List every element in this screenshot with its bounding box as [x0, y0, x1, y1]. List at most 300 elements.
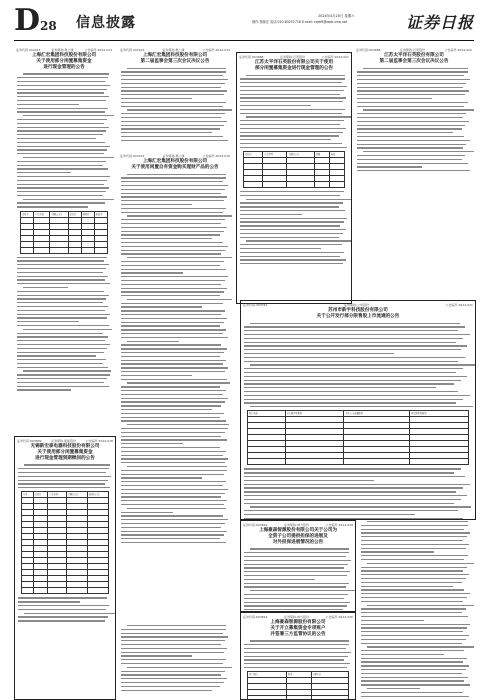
text-line	[121, 185, 228, 186]
text-line	[244, 399, 463, 400]
article-title-line: 上海汇宏集团科技股份有限公司	[142, 159, 208, 164]
text-line	[244, 361, 458, 362]
text-line	[121, 512, 173, 513]
text-line	[121, 356, 220, 357]
text-line	[127, 257, 232, 258]
article-no: 公告编号:2024-018	[85, 439, 113, 443]
text-line	[240, 86, 347, 87]
text-line	[121, 113, 225, 114]
text-line	[240, 229, 346, 230]
article-abbr: 证券简称:豪能股份	[50, 439, 76, 443]
text-line	[121, 655, 192, 656]
text-line	[121, 272, 183, 273]
article-code-line	[243, 303, 473, 307]
text-line	[17, 306, 108, 307]
text-line	[121, 265, 220, 266]
table-row	[248, 459, 469, 465]
text-line	[361, 559, 464, 560]
text-line	[244, 476, 465, 477]
table-cell	[50, 247, 68, 253]
article-no: 公告编号:2024-030	[325, 615, 353, 619]
text-line	[244, 353, 394, 354]
text-line	[17, 187, 109, 188]
text-line	[121, 193, 221, 194]
article-title	[118, 53, 232, 65]
text-line	[367, 521, 468, 522]
text-line	[357, 121, 469, 122]
text-line	[357, 132, 453, 133]
text-line	[17, 378, 107, 379]
text-line	[17, 108, 108, 109]
text-line	[17, 89, 107, 90]
article-title	[118, 159, 232, 171]
text-line	[18, 609, 106, 610]
text-line	[121, 663, 223, 664]
table-cell	[248, 696, 287, 700]
text-line	[18, 597, 107, 598]
text-line	[121, 121, 227, 122]
section-title: 信息披露	[76, 15, 136, 31]
text-line	[18, 616, 108, 617]
text-line	[121, 432, 225, 433]
text-line	[121, 71, 226, 72]
text-line	[121, 644, 221, 645]
text-line	[244, 556, 346, 557]
text-line	[240, 221, 344, 222]
text-line	[121, 401, 225, 402]
text-line	[18, 601, 80, 602]
text-line	[357, 147, 463, 148]
text-line	[121, 288, 227, 289]
text-line	[17, 386, 109, 387]
text-line	[240, 128, 346, 129]
table-header-cell: 起息日	[68, 211, 81, 217]
text-line	[17, 77, 108, 78]
text-line	[361, 673, 462, 674]
text-line	[121, 208, 226, 209]
text-line	[357, 106, 464, 107]
text-line	[246, 240, 351, 241]
text-line	[121, 227, 227, 228]
text-line	[17, 355, 96, 356]
text-line	[240, 101, 343, 102]
text-line	[121, 659, 226, 660]
text-line	[121, 90, 227, 91]
issue-date: 2024年4月20日 星期六	[318, 14, 355, 18]
text-line	[121, 204, 192, 205]
article-title-line: 进行现金管理到期赎回的公告	[35, 455, 95, 461]
article-block	[118, 624, 232, 698]
table-header-cell: 到期日	[81, 211, 94, 217]
text-line	[244, 338, 463, 339]
text-line	[121, 329, 226, 330]
article-code-line	[120, 48, 230, 52]
text-line	[244, 368, 463, 369]
text-line	[121, 333, 223, 334]
text-line	[17, 340, 105, 341]
text-line	[244, 656, 348, 657]
text-line	[121, 212, 223, 213]
text-line	[17, 119, 107, 120]
article-no: 公告编号:2024-016	[202, 154, 230, 158]
article-abbr: 证券简称:奥士康	[162, 48, 185, 52]
text-line	[361, 620, 424, 621]
text-line	[240, 244, 342, 245]
text-line	[121, 348, 227, 349]
text-line	[361, 567, 467, 568]
text-line	[361, 643, 462, 644]
article-title	[241, 308, 475, 320]
text-line	[127, 625, 226, 626]
text-line	[17, 317, 107, 318]
text-line	[17, 180, 107, 181]
text-line	[121, 284, 221, 285]
text-line	[361, 532, 470, 533]
text-line	[17, 374, 110, 375]
text-line	[244, 380, 461, 381]
text-line	[121, 314, 221, 315]
text-line	[361, 616, 468, 617]
text-line	[121, 420, 226, 421]
table-cell	[48, 588, 66, 594]
text-line	[17, 153, 104, 154]
text-line	[357, 155, 465, 156]
text-line	[121, 94, 224, 95]
text-line	[361, 544, 469, 545]
text-line	[121, 443, 183, 444]
text-line	[361, 631, 463, 632]
text-line	[17, 291, 104, 292]
text-line	[244, 552, 349, 553]
text-line	[121, 455, 223, 456]
masthead-rule	[14, 40, 474, 41]
text-line	[361, 570, 463, 571]
text-line	[17, 176, 110, 177]
table-cell	[244, 182, 263, 188]
text-line	[357, 125, 465, 126]
text-line	[361, 692, 463, 693]
text-line	[127, 174, 226, 175]
newspaper-logo: 证券日报	[406, 13, 475, 32]
text-line	[121, 87, 221, 88]
table-cell	[68, 247, 81, 253]
text-line	[244, 571, 350, 572]
text-line	[121, 636, 228, 637]
article-title-line: 关于公开发行部分限售股上市流通的公告	[316, 313, 400, 319]
text-line	[357, 102, 468, 103]
text-line	[240, 259, 346, 260]
data-table	[20, 211, 108, 254]
article-title-line: 部分闲置募集资金进行现金管理的公告	[254, 65, 334, 71]
article-code-line	[239, 55, 349, 59]
text-line	[361, 696, 469, 697]
article-abbr: 证券简称:立华股份	[343, 303, 369, 307]
text-line	[17, 333, 103, 334]
article-body-text	[118, 624, 232, 694]
table-cell	[34, 247, 50, 253]
table-header-cell: 序号	[22, 492, 34, 498]
article-body-text	[241, 639, 355, 700]
text-line	[17, 85, 110, 86]
text-line	[244, 499, 461, 500]
text-line	[244, 326, 465, 327]
text-line	[361, 661, 463, 662]
text-line	[18, 476, 111, 477]
text-line	[17, 279, 105, 280]
text-line	[121, 474, 224, 475]
text-line	[17, 272, 103, 273]
text-line	[361, 665, 469, 666]
text-line	[361, 589, 464, 590]
text-line	[244, 648, 346, 649]
text-line	[361, 680, 464, 681]
text-line	[361, 540, 463, 541]
text-line	[17, 134, 103, 135]
text-line	[121, 496, 221, 497]
text-line	[17, 111, 105, 112]
article-body-text	[354, 67, 474, 175]
table-header-cell: 受托方	[244, 152, 263, 158]
text-line	[121, 246, 228, 247]
article-title-line: 对外担保进展情况的公告	[272, 539, 324, 545]
table-header-cell: 收益(万元)	[87, 492, 108, 498]
table-row	[248, 696, 349, 700]
text-line	[361, 525, 468, 526]
table-header-cell: 持有限售股数量	[285, 411, 344, 417]
text-line	[17, 264, 109, 265]
text-line	[127, 299, 232, 300]
text-line	[121, 462, 225, 463]
text-line	[24, 464, 110, 465]
text-line	[361, 654, 444, 655]
text-line	[121, 379, 227, 380]
text-line	[361, 684, 470, 685]
table-cell	[81, 247, 94, 253]
text-line	[240, 97, 346, 98]
text-line	[244, 659, 344, 660]
text-line	[240, 132, 343, 133]
article-code: 证券代码:603688	[239, 55, 264, 59]
text-line	[121, 253, 221, 254]
text-line	[121, 447, 220, 448]
article-title-line: 上海豪森智源股份有限公司	[270, 620, 326, 625]
text-line	[244, 472, 454, 473]
text-line	[357, 75, 464, 76]
text-line	[121, 500, 227, 501]
table-cell	[263, 182, 287, 188]
text-line	[363, 109, 474, 110]
text-line	[121, 405, 221, 406]
text-line	[121, 531, 227, 532]
text-line	[240, 225, 340, 226]
table-cell	[21, 247, 34, 253]
table-header-cell: 金额(万元)	[50, 211, 68, 217]
text-line	[17, 81, 105, 82]
table-header-cell: 产品名称	[48, 492, 66, 498]
article-title-line: 关于使用部分闲置募集资金	[37, 449, 93, 455]
text-line	[121, 690, 212, 691]
table-header-cell: 产品类型	[263, 152, 287, 158]
article-block	[14, 46, 114, 432]
article-title	[237, 60, 351, 72]
text-line	[244, 560, 351, 561]
text-line	[18, 487, 110, 488]
text-line	[240, 124, 340, 125]
text-line	[121, 231, 224, 232]
text-line	[17, 314, 110, 315]
text-line	[244, 484, 470, 485]
text-line	[121, 140, 228, 141]
text-line	[240, 195, 340, 196]
article-title	[241, 620, 355, 637]
text-line	[121, 485, 223, 486]
text-line	[240, 109, 345, 110]
text-line	[361, 650, 464, 651]
text-line	[121, 242, 223, 243]
article-title-line: 关于开立募集资金专项账户	[270, 625, 326, 631]
text-line	[17, 257, 107, 258]
text-line	[17, 295, 109, 296]
article-title-line: 苏州市新宇科技股份有限公司	[328, 308, 388, 313]
text-line	[240, 105, 311, 106]
text-line	[121, 234, 220, 235]
table-cell	[314, 182, 329, 188]
text-line	[244, 564, 348, 565]
article-code: 证券代码:603688	[356, 48, 381, 52]
text-line	[17, 336, 108, 337]
text-line	[240, 248, 321, 249]
text-line	[357, 136, 464, 137]
table-header-cell: 账号	[287, 672, 311, 678]
text-line	[240, 210, 345, 211]
text-line	[121, 542, 226, 543]
text-line	[127, 667, 232, 668]
table-header-cell: 受托方	[21, 211, 34, 217]
article-title	[354, 53, 474, 65]
text-line	[244, 510, 458, 511]
text-line	[18, 480, 108, 481]
article-no: 公告编号:2024-031	[445, 303, 473, 307]
text-line	[250, 548, 349, 549]
article-title-line: 进行现金管理的公告	[43, 64, 85, 70]
table-cell	[311, 696, 349, 700]
text-line	[18, 605, 109, 606]
text-line	[240, 113, 342, 114]
text-line	[121, 98, 192, 99]
text-line	[244, 402, 456, 403]
table-cell	[33, 588, 48, 594]
text-line	[121, 310, 225, 311]
text-line	[121, 515, 223, 516]
text-line	[17, 142, 105, 143]
article-block	[358, 520, 474, 698]
text-line	[17, 359, 106, 360]
text-line	[244, 586, 346, 587]
table-cell	[248, 459, 286, 465]
text-line	[121, 413, 224, 414]
text-line	[23, 73, 109, 74]
text-line	[121, 276, 228, 277]
text-line	[17, 100, 106, 101]
article-title-line: 江苏太平洋石英股份有限公司关于使用	[254, 60, 334, 65]
table-header-cell: 受托方	[33, 492, 48, 498]
text-line	[357, 159, 462, 160]
table-cell	[285, 459, 344, 465]
text-line	[17, 165, 103, 166]
article-title-line: 全资子公司提供担保的进展及	[268, 533, 328, 539]
text-line	[17, 104, 79, 105]
text-line	[121, 367, 228, 368]
text-line	[361, 551, 434, 552]
article-code-line	[120, 154, 230, 158]
text-line	[121, 132, 212, 133]
text-line	[367, 563, 474, 564]
text-line	[121, 125, 224, 126]
text-line	[121, 136, 223, 137]
table-cell	[66, 588, 87, 594]
article-block	[240, 520, 356, 612]
text-line	[17, 382, 104, 383]
text-line	[361, 601, 463, 602]
table-cell	[410, 459, 469, 465]
article-code: 证券代码:603819	[243, 615, 268, 619]
article-block	[118, 152, 232, 622]
text-line	[240, 82, 342, 83]
text-line	[121, 325, 220, 326]
text-line	[250, 640, 349, 641]
text-line	[250, 590, 356, 591]
text-line	[357, 87, 463, 88]
text-line	[17, 206, 88, 207]
text-line	[246, 116, 352, 117]
text-line	[17, 276, 108, 277]
text-line	[244, 357, 465, 358]
text-line	[17, 344, 110, 345]
data-table	[243, 151, 345, 188]
article-title-line: 上海汇宏集团科技股份有限公司	[142, 53, 208, 58]
article-abbr: 证券简称:石英股份	[399, 48, 425, 52]
text-line	[121, 436, 221, 437]
text-line	[240, 143, 342, 144]
article-title	[15, 444, 115, 461]
text-line	[361, 582, 462, 583]
text-line	[18, 620, 105, 621]
text-line	[121, 652, 224, 653]
article-title-line: 并签署三方监管协议的公告	[270, 631, 326, 637]
text-line	[121, 306, 202, 307]
table-header-cell: 收益	[329, 152, 344, 158]
article-abbr: 证券简称:神力股份	[283, 615, 309, 619]
text-line	[244, 598, 344, 599]
text-line	[244, 487, 463, 488]
table-cell	[344, 459, 410, 465]
article-code: 证券代码:002913	[120, 154, 145, 158]
text-line	[17, 92, 104, 93]
text-line	[244, 602, 350, 603]
text-line	[121, 629, 226, 630]
article-block	[240, 300, 476, 520]
table-cell	[287, 182, 314, 188]
article-code: 证券代码:002913	[120, 48, 145, 52]
text-line	[23, 115, 114, 116]
text-line	[121, 106, 223, 107]
text-line	[17, 348, 107, 349]
text-line	[121, 363, 223, 364]
text-line	[244, 583, 349, 584]
text-line	[23, 370, 111, 371]
text-line	[121, 322, 224, 323]
text-line	[121, 269, 226, 270]
